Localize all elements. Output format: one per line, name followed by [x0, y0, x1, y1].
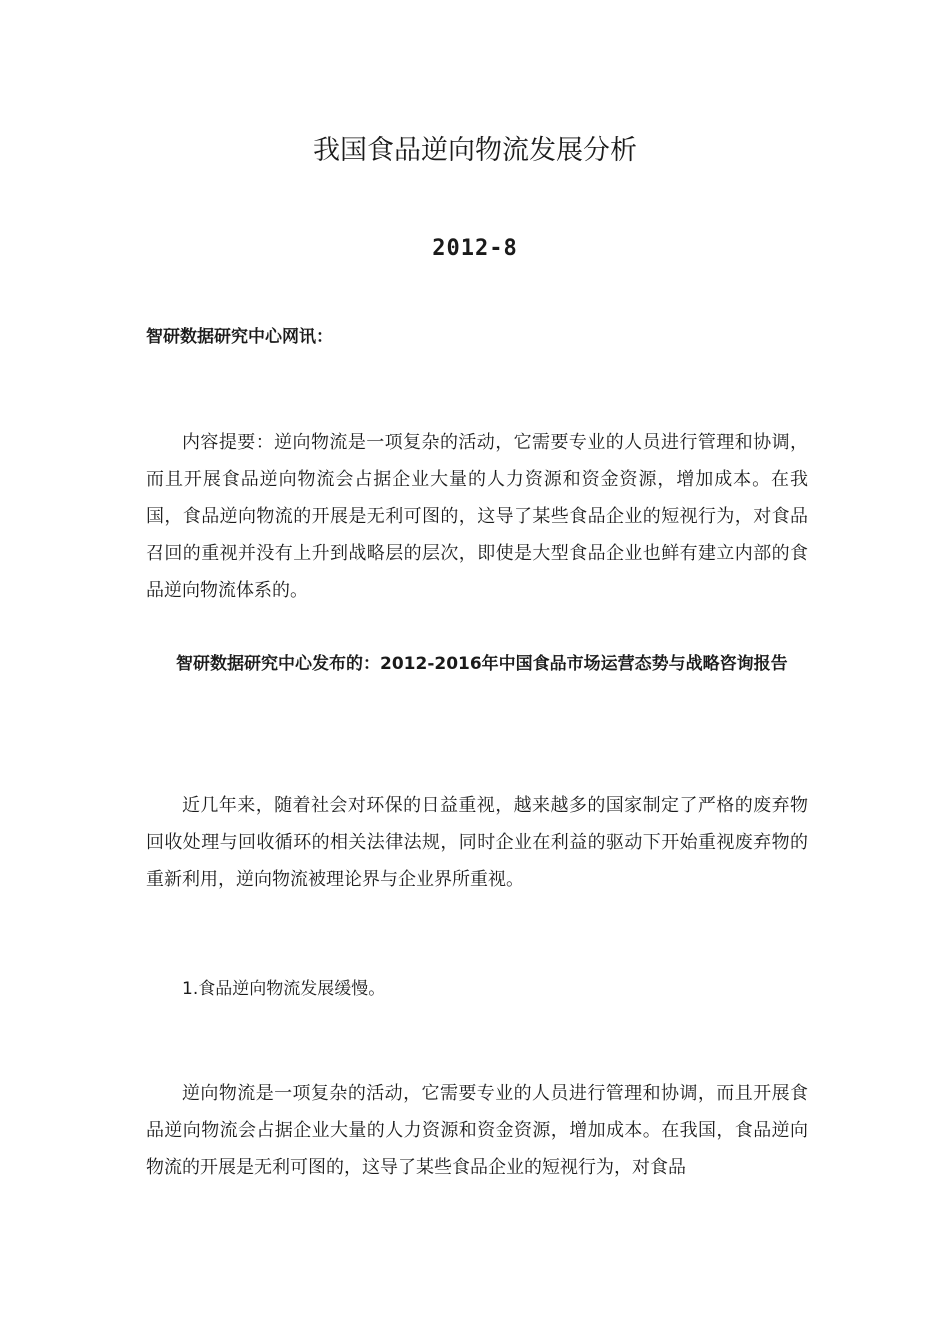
- page-title: 我国食品逆向物流发展分析: [313, 135, 637, 166]
- intro-paragraph: 近几年来，随着社会对环保的日益重视，越来越多的国家制定了严格的废弃物回收处理与回收循环的相关法律法规，同时企业在利益的驱动下开始重视废弃物的重新利用，逆向物流被理论界与企业界所重视。: [146, 795, 808, 890]
- body-paragraph: 逆向物流是一项复杂的活动，它需要专业的人员进行管理和协调，而且开展食品逆向物流会占据企业大量的人力资源和资金资源，增加成本。在我国，食品逆向物流的开展是无利可图的，这导了某些食品企业的短视行为，对食品: [146, 1083, 808, 1178]
- summary-paragraph: 内容提要：逆向物流是一项复杂的活动，它需要专业的人员进行管理和协调，而且开展食品逆向物流会占据企业大量的人力资源和资金资源，增加成本。在我国，食品逆向物流的开展是无利可图的，这导了某些食品企业的短视行为，对食品召回的重视并没有上升到战略层的层次，即使是大型食品企业也鲜有建立内部的食品逆向物流体系的。: [146, 432, 808, 601]
- document-date: 2012-8: [432, 236, 518, 261]
- report-title-paragraph: 智研数据研究中心发布的：2012-2016年中国食品市场运营态势与战略咨询报告: [176, 654, 788, 674]
- section-heading-1: 1.食品逆向物流发展缓慢。: [182, 979, 386, 999]
- source-label: 智研数据研究中心网讯：: [146, 327, 333, 347]
